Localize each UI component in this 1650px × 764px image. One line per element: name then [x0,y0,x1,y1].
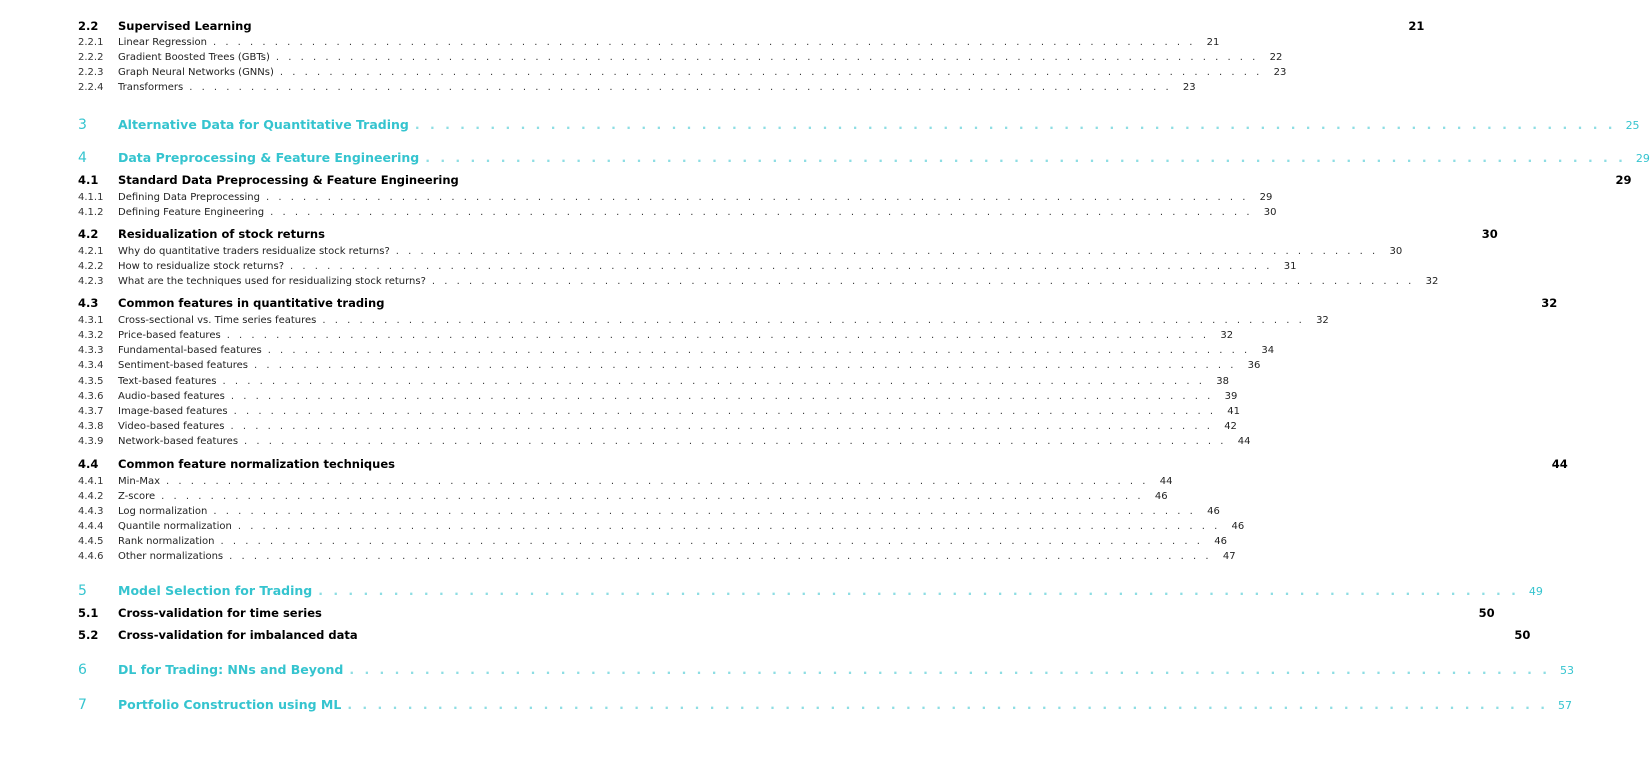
toc-entry-number: 7 [78,697,87,713]
toc-leader-dots: . . . . . . . . . . . . . . . . . . . . . . . . . . . . . . . . . . . . . . . . . . . . . . . . . . . . . . . . . . . . . . . . . . . . . . . . . . . . . . . . [425,150,1626,165]
toc-leader-dots: . . . . . . . . . . . . . . . . . . . . . . . . . . . . . . . . . . . . . . . . . . . . . . . . . . . . . . . . . . . . . . . . . . . . . . . . . . . . . . . . [237,521,1221,532]
toc-leader-dots: . . . . . . . . . . . . . . . . . . . . . . . . . . . . . . . . . . . . . . . . . . . . . . . . . . . . . . . . . . . . . . . . . . . . . . . . . . . . . . . . [233,406,1217,417]
toc-entry-page-number: 46 [1154,491,1168,502]
toc-entry-title: Linear Regression [118,37,207,48]
toc-subsection-entry[interactable] [78,376,1229,387]
toc-entry-number: 4.3.4 [78,360,104,371]
toc-entry-page-number: 57 [1558,699,1572,712]
toc-entry-number: 4.1.2 [78,207,104,218]
toc-entry-page-number: 44 [1237,436,1251,447]
toc-entry-page-number: 38 [1216,376,1229,387]
toc-section-entry[interactable] [78,173,1632,187]
toc-chapter-entry[interactable] [78,150,1650,166]
toc-subsection-entry[interactable] [78,476,1173,487]
toc-leader-dots: . . . . . . . . . . . . . . . . . . . . . . . . . . . . . . . . . . . . . . . . . . . . . . . . . . . . . . . . . . . . . . . . . . . . . . . . . . . . . . . . [212,37,1196,48]
toc-entry-number: 2.2 [78,19,99,33]
toc-entry-number: 4.3.8 [78,421,104,432]
toc-leader-dots: . . . . . . . . . . . . . . . . . . . . . . . . . . . . . . . . . . . . . . . . . . . . . . . . . . . . . . . . . . . . . . . . . . . . . . . . . . . . . . . . [253,360,1237,371]
toc-leader-dots: . . . . . . . . . . . . . . . . . . . . . . . . . . . . . . . . . . . . . . . . . . . . . . . . . . . . . . . . . . . . . . . . . . . . . . . . . . . . . . . . [213,506,1196,517]
toc-entry-title: Common features in quantitative trading [118,296,385,310]
toc-entry-title: What are the techniques used for residualizing stock returns? [118,276,426,287]
toc-entry-page-number: 49 [1528,585,1543,598]
toc-chapter-entry[interactable] [78,697,1572,713]
toc-entry-number: 4.4.6 [78,551,104,562]
toc-subsection-entry[interactable] [78,52,1283,63]
toc-entry-page-number: 44 [1551,457,1568,471]
toc-entry-number: 2.2.1 [78,37,104,48]
toc-leader-dots: . . . . . . . . . . . . . . . . . . . . . . . . . . . . . . . . . . . . . . . . . . . . . . . . . . . . . . . . . . . . . . . . . . . . . . . . . . . . . . . . [279,67,1263,78]
toc-subsection-entry[interactable] [78,436,1251,447]
toc-entry-page-number: 47 [1222,551,1236,562]
toc-section-entry[interactable] [78,457,1568,471]
toc-leader-dots: . . . . . . . . . . . . . . . . . . . . . . . . . . . . . . . . . . . . . . . . . . . . . . . . . . . . . . . . . . . . . . . . . . . . . . . . . . . . . . . . [226,330,1210,341]
toc-section-entry[interactable] [78,227,1498,241]
toc-leader-dots: . . . . . . . . . . . . . . . . . . . . . . . . . . . . . . . . . . . . . . . . . . . . . . . . . . . . . . . . . . . . . . . . . . . . . . . . . . . . . . . . [322,315,1305,326]
toc-entry-number: 2.2.2 [78,52,104,63]
toc-entry-number: 4.1 [78,173,99,187]
toc-subsection-entry[interactable] [78,192,1273,203]
toc-entry-title: Portfolio Construction using ML [118,697,342,712]
toc-leader-dots: . . . . . . . . . . . . . . . . . . . . . . . . . . . . . . . . . . . . . . . . . . . . . . . . . . . . . . . . . . . . . . . . . . . . . . . . . . . . . . . . [220,536,1203,547]
toc-entry-page-number: 44 [1159,476,1173,487]
toc-leader-dots: . . . . . . . . . . . . . . . . . . . . . . . . . . . . . . . . . . . . . . . . . . . . . . . . . . . . . . . . . . . . . . . . . . . . . . . . . . . . . . . . [318,583,1519,598]
toc-entry-title: Cross-validation for imbalanced data [118,628,358,642]
toc-leader-dots: . . . . . . . . . . . . . . . . . . . . . . . . . . . . . . . . . . . . . . . . . . . . . . . . . . . . . . . . . . . . . . . . . . . . . . . . . . . . . . . . [275,52,1259,63]
toc-section-entry[interactable] [78,19,1425,33]
toc-leader-dots: . . . . . . . . . . . . . . . . . . . . . . . . . . . . . . . . . . . . . . . . . . . . . . . . . . . . . . . . . . . . . . . . . . . . . . . . . . . . . . . . [395,246,1379,257]
toc-entry-title: Cross-validation for time series [118,606,322,620]
toc-entry-page-number: 46 [1207,506,1220,517]
toc-entry-page-number: 22 [1269,52,1283,63]
toc-entry-title: Text-based features [118,376,217,387]
toc-entry-page-number: 46 [1231,521,1245,532]
toc-entry-page-number: 21 [1408,19,1425,33]
toc-subsection-entry[interactable] [78,207,1277,218]
toc-leader-dots: . . . . . . . . . . . . . . . . . . . . . . . . . . . . . . . . . . . . . . . . . . . . . . . . . . . . . . . . . . . . . . . . . . . . . . . . . . . . . . . . [349,662,1551,677]
toc-entry-title: Defining Feature Engineering [118,207,265,218]
toc-entry-title: DL for Trading: NNs and Beyond [118,662,344,677]
toc-entry-page-number: 30 [1481,227,1498,241]
toc-entry-number: 4.3.5 [78,376,104,387]
toc-entry-page-number: 36 [1247,360,1261,371]
toc-entry-number: 4.2 [78,227,99,241]
toc-chapter-entry[interactable] [78,662,1575,678]
toc-subsection-entry[interactable] [78,330,1234,341]
toc-leader-dots: . . . . . . . . . . . . . . . . . . . . . . . . . . . . . . . . . . . . . . . . . . . . . . . . . . . . . . . . . . . . . . . . . . . . . . . . . . . . . . . . [431,276,1415,287]
toc-entry-number: 4.3.2 [78,330,104,341]
toc-entry-title: Other normalizations [118,551,224,562]
toc-subsection-entry[interactable] [78,82,1196,93]
toc-entry-number: 2.2.3 [78,67,104,78]
toc-entry-number: 5.1 [78,606,99,620]
toc-chapter-entry[interactable] [78,583,1543,599]
toc-subsection-entry[interactable] [78,421,1237,432]
toc-entry-title: Alternative Data for Quantitative Trading [118,117,409,132]
toc-entry-title: Log normalization [118,506,208,517]
toc-entry-page-number: 23 [1273,67,1287,78]
toc-leader-dots: . . . . . . . . . . . . . . . . . . . . . . . . . . . . . . . . . . . . . . . . . . . . . . . . . . . . . . . . . . . . . . . . . . . . . . . . . . . . . . . . [189,82,1172,93]
toc-entry-title: Price-based features [118,330,221,341]
toc-entry-number: 4.4.1 [78,476,104,487]
toc-entry-page-number: 32 [1316,315,1329,326]
toc-entry-title: How to residualize stock returns? [118,261,285,272]
toc-entry-page-number: 32 [1541,296,1558,310]
toc-entry-number: 4.4.2 [78,491,104,502]
toc-leader-dots: . . . . . . . . . . . . . . . . . . . . . . . . . . . . . . . . . . . . . . . . . . . . . . . . . . . . . . . . . . . . . . . . . . . . . . . . . . . . . . . . [230,391,1214,402]
toc-subsection-entry[interactable] [78,37,1220,48]
toc-entry-page-number: 34 [1261,345,1275,356]
toc-leader-dots: . . . . . . . . . . . . . . . . . . . . . . . . . . . . . . . . . . . . . . . . . . . . . . . . . . . . . . . . . . . . . . . . . . . . . . . . . . . . . . . . [290,261,1273,272]
toc-entry-page-number: 41 [1227,406,1241,417]
toc-subsection-entry[interactable] [78,246,1403,257]
toc-entry-page-number: 30 [1389,246,1403,257]
toc-entry-title: Common feature normalization techniques [118,457,395,471]
toc-entry-number: 4.2.3 [78,276,104,287]
toc-entry-title: Residualization of stock returns [118,227,325,241]
toc-section-entry[interactable] [78,606,1495,620]
toc-entry-page-number: 29 [1259,192,1273,203]
toc-leader-dots: . . . . . . . . . . . . . . . . . . . . . . . . . . . . . . . . . . . . . . . . . . . . . . . . . . . . . . . . . . . . . . . . . . . . . . . . . . . . . . . . [161,491,1144,502]
toc-subsection-entry[interactable] [78,67,1287,78]
toc-section-entry[interactable] [78,296,1558,310]
toc-entry-title: Defining Data Preprocessing [118,192,260,203]
toc-entry-title: Why do quantitative traders residualize stock returns? [118,246,390,257]
toc-entry-number: 5 [78,583,87,599]
toc-entry-page-number: 30 [1263,207,1277,218]
toc-leader-dots: . . . . . . . . . . . . . . . . . . . . . . . . . . . . . . . . . . . . . . . . . . . . . . . . . . . . . . . . . . . . . . . . . . . . . . . . . . . . . . . . [270,207,1253,218]
toc-entry-number: 6 [78,662,87,678]
toc-entry-title: Video-based features [118,421,225,432]
toc-leader-dots: . . . . . . . . . . . . . . . . . . . . . . . . . . . . . . . . . . . . . . . . . . . . . . . . . . . . . . . . . . . . . . . . . . . . . . . . . . . . . . . . [244,436,1227,447]
toc-entry-number: 5.2 [78,628,99,642]
toc-subsection-entry[interactable] [78,521,1245,532]
toc-subsection-entry[interactable] [78,491,1168,502]
toc-entry-title: Supervised Learning [118,19,252,33]
toc-entry-page-number: 29 [1615,173,1632,187]
toc-subsection-entry[interactable] [78,551,1236,562]
toc-entry-page-number: 50 [1478,606,1495,620]
toc-entry-number: 4.4 [78,457,99,471]
toc-entry-title: Z-score [118,491,156,502]
toc-entry-page-number: 21 [1206,37,1220,48]
toc-subsection-entry[interactable] [78,536,1227,547]
toc-entry-number: 4 [78,150,87,166]
toc-entry-title: Cross-sectional vs. Time series features [118,315,317,326]
toc-leader-dots: . . . . . . . . . . . . . . . . . . . . . . . . . . . . . . . . . . . . . . . . . . . . . . . . . . . . . . . . . . . . . . . . . . . . . . . . . . . . . . . . [229,551,1212,562]
toc-section-entry[interactable] [78,628,1531,642]
toc-subsection-entry[interactable] [78,276,1439,287]
toc-entry-title: Fundamental-based features [118,345,262,356]
toc-entry-title: Rank normalization [118,536,215,547]
toc-entry-title: Quantile normalization [118,521,232,532]
toc-entry-number: 4.3.6 [78,391,104,402]
toc-entry-number: 4.3.3 [78,345,104,356]
toc-subsection-entry[interactable] [78,506,1220,517]
toc-entry-title: Gradient Boosted Trees (GBTs) [118,52,270,63]
toc-subsection-entry[interactable] [78,360,1261,371]
toc-leader-dots: . . . . . . . . . . . . . . . . . . . . . . . . . . . . . . . . . . . . . . . . . . . . . . . . . . . . . . . . . . . . . . . . . . . . . . . . . . . . . . . . [166,476,1149,487]
toc-leader-dots: . . . . . . . . . . . . . . . . . . . . . . . . . . . . . . . . . . . . . . . . . . . . . . . . . . . . . . . . . . . . . . . . . . . . . . . . . . . . . . . . [414,117,1616,132]
toc-entry-number: 4.4.5 [78,536,104,547]
toc-leader-dots: . . . . . . . . . . . . . . . . . . . . . . . . . . . . . . . . . . . . . . . . . . . . . . . . . . . . . . . . . . . . . . . . . . . . . . . . . . . . . . . . [347,697,1548,712]
toc-leader-dots: . . . . . . . . . . . . . . . . . . . . . . . . . . . . . . . . . . . . . . . . . . . . . . . . . . . . . . . . . . . . . . . . . . . . . . . . . . . . . . . . [267,345,1251,356]
toc-entry-page-number: 39 [1224,391,1238,402]
toc-entry-title: Graph Neural Networks (GNNs) [118,67,274,78]
toc-entry-number: 4.1.1 [78,192,104,203]
toc-entry-title: Image-based features [118,406,228,417]
toc-entry-page-number: 25 [1625,119,1640,132]
toc-entry-page-number: 42 [1224,421,1237,432]
toc-entry-title: Standard Data Preprocessing & Feature Engineering [118,173,459,187]
toc-entry-number: 4.3 [78,296,99,310]
toc-subsection-entry[interactable] [78,261,1297,272]
toc-entry-title: Sentiment-based features [118,360,248,371]
toc-entry-page-number: 32 [1425,276,1439,287]
toc-entry-page-number: 50 [1514,628,1531,642]
toc-entry-number: 3 [78,117,87,133]
toc-entry-page-number: 46 [1214,536,1227,547]
toc-entry-page-number: 23 [1182,82,1196,93]
toc-subsection-entry[interactable] [78,345,1275,356]
toc-entry-title: Network-based features [118,436,239,447]
toc-leader-dots: . . . . . . . . . . . . . . . . . . . . . . . . . . . . . . . . . . . . . . . . . . . . . . . . . . . . . . . . . . . . . . . . . . . . . . . . . . . . . . . . [222,376,1205,387]
toc-entry-title: Data Preprocessing & Feature Engineering [118,150,420,165]
toc-entry-title: Transformers [118,82,184,93]
toc-subsection-entry[interactable] [78,406,1241,417]
toc-entry-number: 4.2.1 [78,246,104,257]
toc-entry-number: 4.2.2 [78,261,104,272]
toc-entry-number: 2.2.4 [78,82,104,93]
toc-entry-title: Audio-based features [118,391,225,402]
toc-chapter-entry[interactable] [78,117,1640,133]
toc-subsection-entry[interactable] [78,391,1238,402]
toc-entry-title: Model Selection for Trading [118,583,313,598]
toc-entry-number: 4.4.4 [78,521,104,532]
toc-entry-page-number: 29 [1635,152,1650,165]
toc-entry-page-number: 53 [1560,664,1575,677]
toc-entry-number: 4.3.1 [78,315,104,326]
toc-entry-title: Min-Max [118,476,161,487]
toc-entry-page-number: 32 [1220,330,1234,341]
toc-entry-number: 4.3.7 [78,406,104,417]
toc-entry-page-number: 31 [1283,261,1297,272]
toc-leader-dots: . . . . . . . . . . . . . . . . . . . . . . . . . . . . . . . . . . . . . . . . . . . . . . . . . . . . . . . . . . . . . . . . . . . . . . . . . . . . . . . . [230,421,1213,432]
toc-entry-number: 4.4.3 [78,506,104,517]
toc-entry-number: 4.3.9 [78,436,104,447]
toc-subsection-entry[interactable] [78,315,1329,326]
toc-leader-dots: . . . . . . . . . . . . . . . . . . . . . . . . . . . . . . . . . . . . . . . . . . . . . . . . . . . . . . . . . . . . . . . . . . . . . . . . . . . . . . . . [265,192,1249,203]
